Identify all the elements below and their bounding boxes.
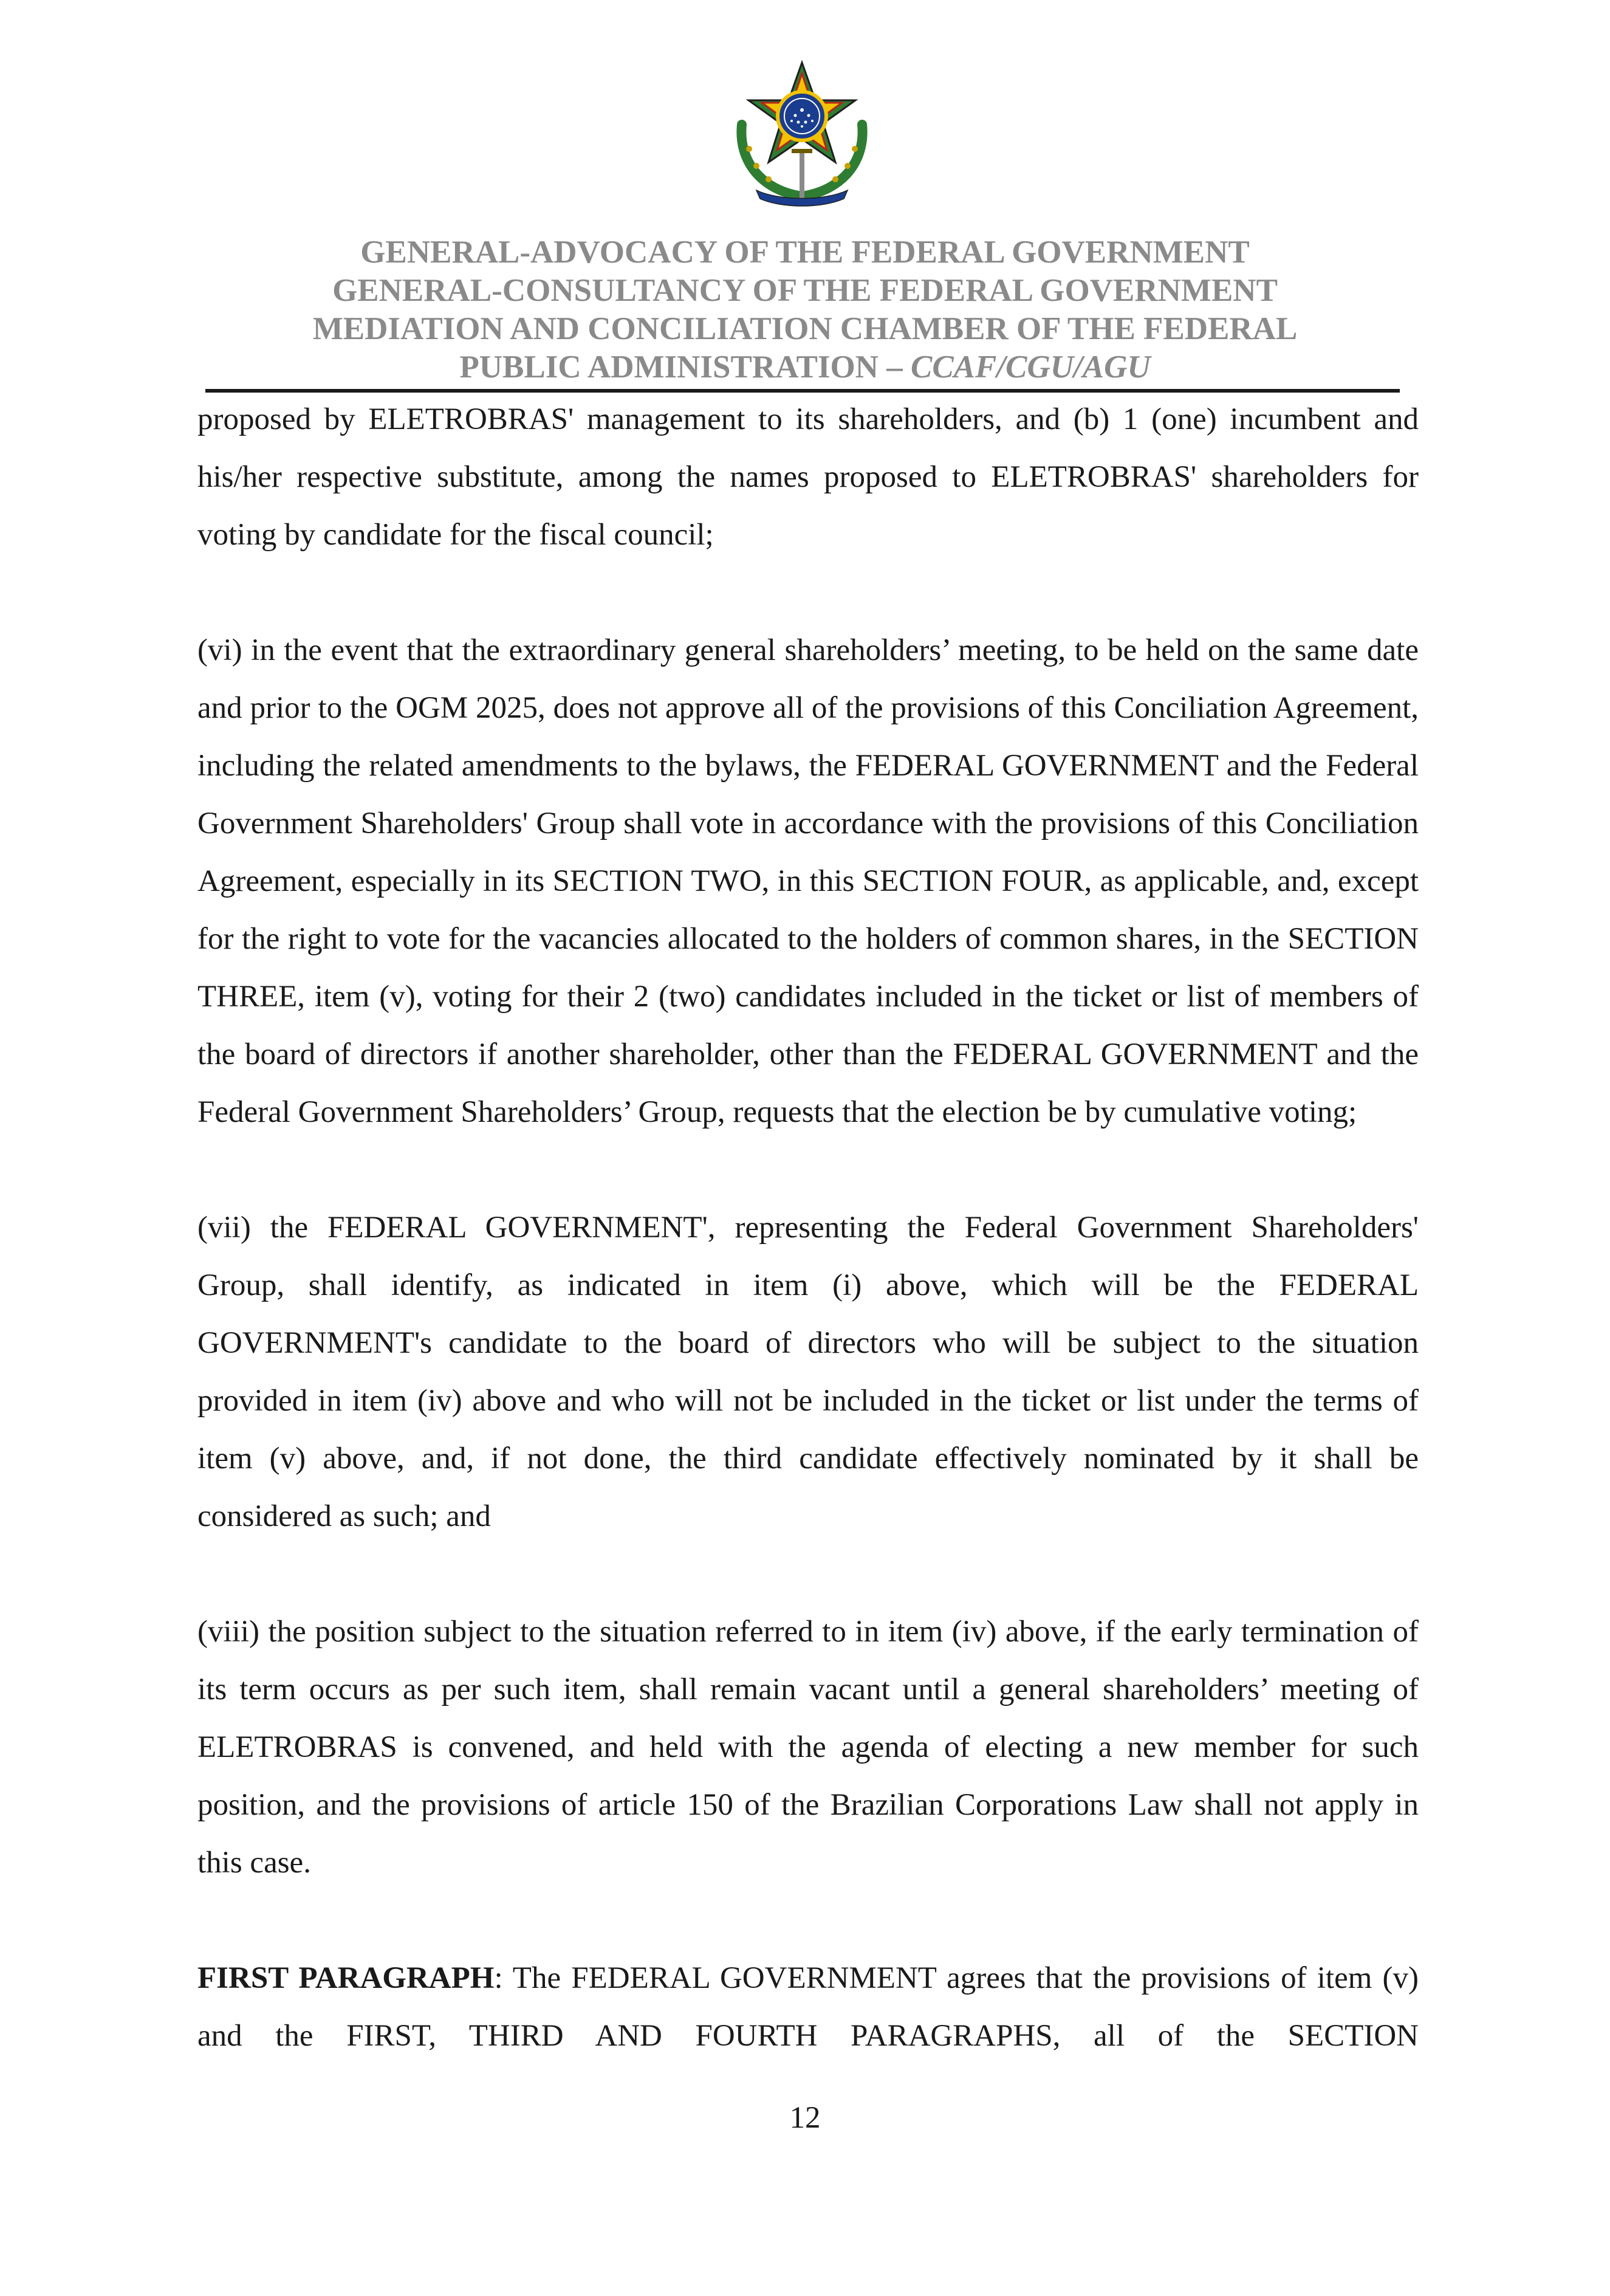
header-agency-line-2: GENERAL-CONSULTANCY OF THE FEDERAL GOVERNMENT — [332, 273, 1278, 308]
paragraph-item-vi: (vi) in the event that the extraordinary general shareholders’ meeting, to be held on the same date and prior to the OGM 2025, does not approve all of the provisions of this Conciliation Agreement, including the related amendments to the bylaws, the FEDERAL GOVERNMENT and the Federal Government Shareholders' Group shall vote in accordance with the provisions of this Conciliation Agreement, especially in its SECTION TWO, in this SECTION FOUR, as applicable, and, except for the right to vote for the vacancies allocated to the holders of common shares, in the SECTION THREE, item (v), voting for their 2 (two) candidates included in the ticket or list of members of the board of directors if another shareholder, other than the FEDERAL GOVERNMENT and the Federal Government Shareholders’ Group, requests that the election be by cumulative voting; — [197, 633, 1419, 1129]
first-paragraph-label: FIRST PARAGRAPH — [197, 1961, 495, 1995]
header-agency-line-1: GENERAL-ADVOCACY OF THE FEDERAL GOVERNMENT — [360, 235, 1250, 270]
page-number: 12 — [789, 2101, 821, 2135]
paragraph-continuation: proposed by ELETROBRAS' management to its shareholders, and (b) 1 (one) incumbent and his/her respective substitute, among the names proposed to ELETROBRAS' shareholders for voting by candidate for the fiscal council; — [197, 402, 1419, 552]
header-agency-line-4 — [194, 348, 1416, 387]
coat-of-arms-of-brazil-icon — [725, 58, 879, 210]
paragraph-item-viii: (viii) the position subject to the situation referred to in item (iv) above, if the early termination of its term occurs as per such item, shall remain vacant until a general shareholders’ meeting of ELETROBRAS is convened, and held with the agenda of electing a new member for such position, and the provisions of article 150 of the Brazilian Corporations Law shall not apply in this case. — [197, 1615, 1419, 1880]
paragraph-first-paragraph — [197, 1950, 1419, 2065]
document-body — [197, 391, 1419, 2065]
document-header — [194, 233, 1416, 387]
paragraph-item-vii: (vii) the FEDERAL GOVERNMENT', representing the Federal Government Shareholders' Group, shall identify, as indicated in item (i) above, which will be the FEDERAL GOVERNMENT's candidate to the board of directors who will be subject to the situation provided in item (iv) above and who will not be included in the ticket or list under the terms of item (v) above, and, if not done, the third candidate effectively nominated by it shall be considered as such; and — [197, 1211, 1419, 1533]
header-line-4-acronym: CCAF/CGU/AGU — [910, 349, 1151, 385]
header-line-4-prefix: PUBLIC ADMINISTRATION – — [459, 349, 911, 385]
first-paragraph-text: : The FEDERAL GOVERNMENT agrees that the provisions of item (v) and the FIRST, THIRD AND FOURTH PARAGRAPHS, all of the SECTION — [197, 1961, 1419, 2053]
header-agency-line-3: MEDIATION AND CONCILIATION CHAMBER OF THE FEDERAL — [312, 311, 1298, 346]
